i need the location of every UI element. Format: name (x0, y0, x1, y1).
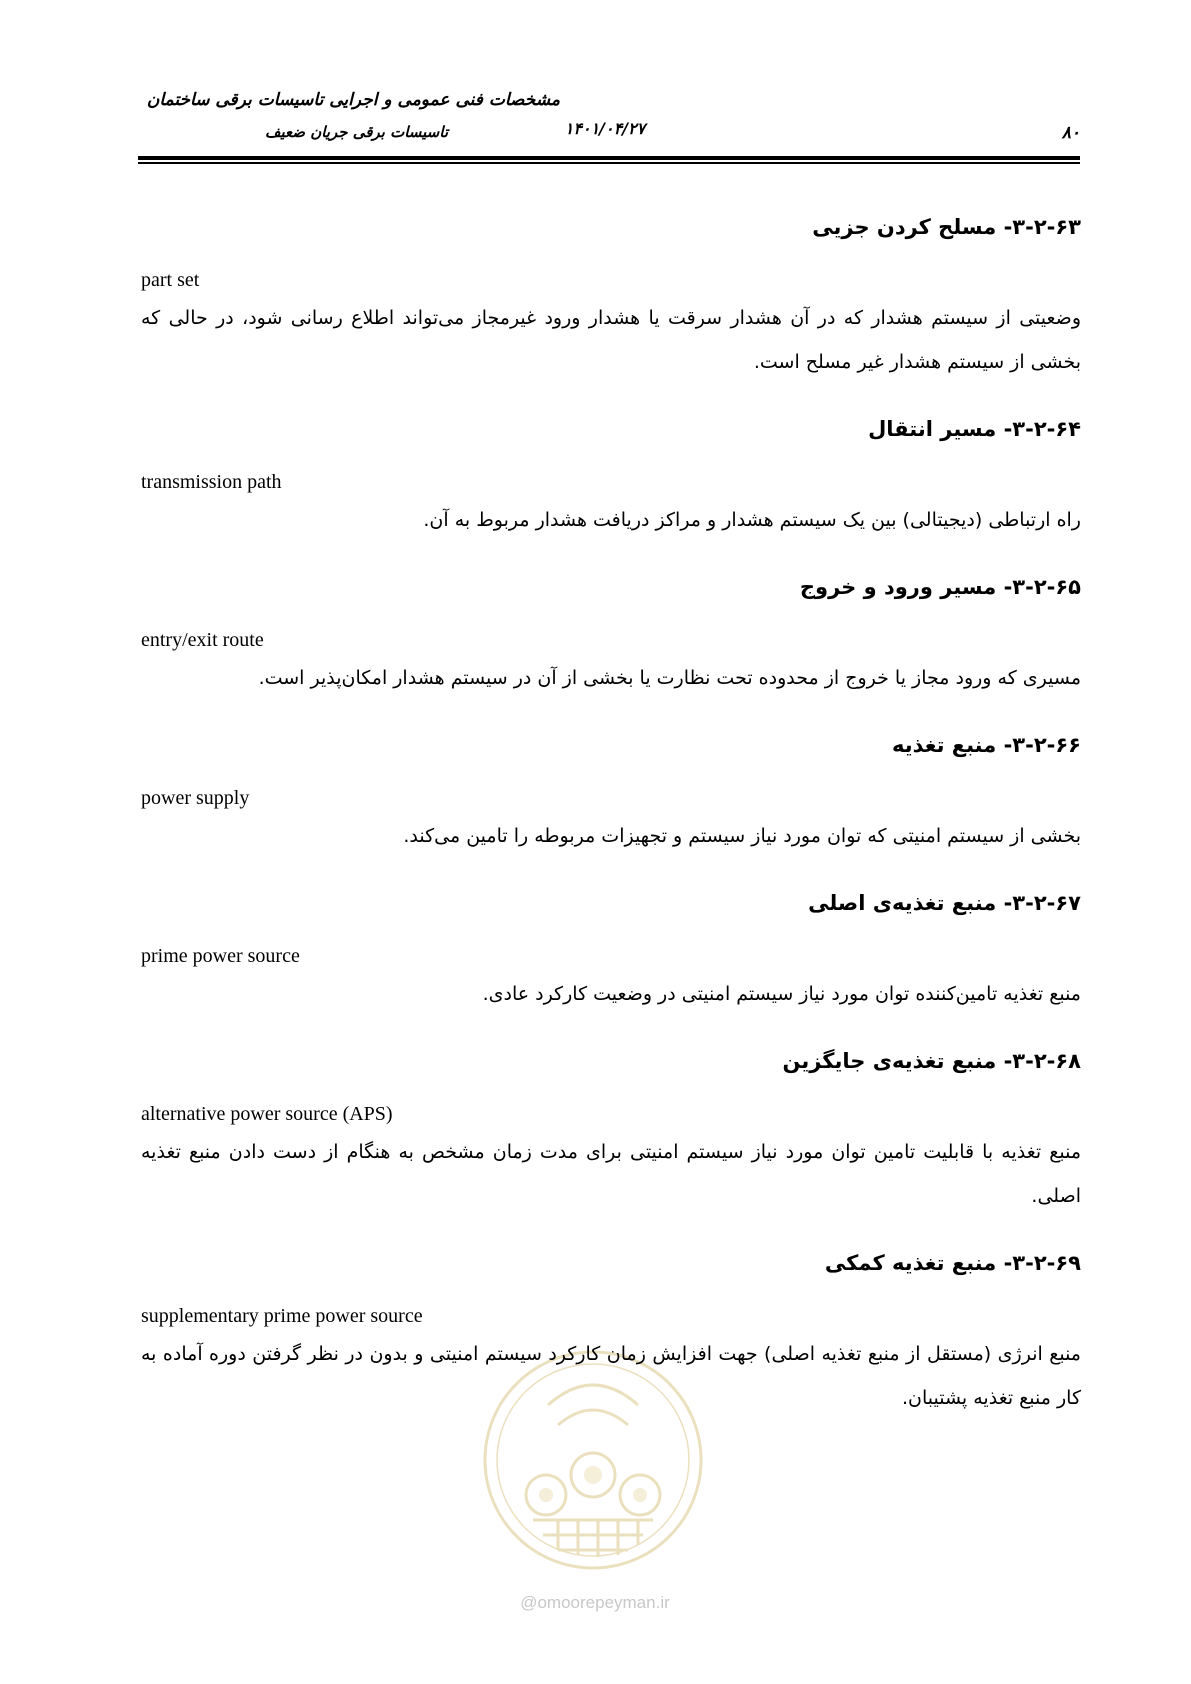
page-number: ۸۰ (1061, 123, 1080, 143)
definition-text: وضعیتی از سیستم هشدار که در آن هشدار سرقت یا هشدار ورود غیرمجاز می‌تواند اطلاع رسانی شود، در حالی که بخشی از سیستم هشدار غیر مسلح است. (141, 307, 1081, 373)
section-heading: ۳-۲-۶۸- منبع تغذیه‌ی جایگزین (782, 1049, 1081, 1073)
definition-text: منبع تغذیه تامین‌کننده توان مورد نیاز سیستم امنیتی در وضعیت کارکرد عادی. (482, 983, 1081, 1005)
definition-text: منبع تغذیه با قابلیت تامین توان مورد نیاز سیستم امنیتی برای مدت زمان مشخص به هنگام از دست دادن منبع تغذیه اصلی. (141, 1141, 1081, 1207)
entry-3-2-69 (141, 1246, 1081, 1420)
section-heading: ۳-۲-۶۵- مسیر ورود و خروج (799, 575, 1081, 599)
english-term: entry/exit route (141, 629, 264, 651)
english-term: power supply (141, 787, 250, 809)
content (141, 210, 1081, 1448)
entry-3-2-68 (141, 1044, 1081, 1218)
definition-text: راه ارتباطی (دیجیتالی) بین یک سیستم هشدار و مراکز دریافت هشدار مربوط به آن. (423, 509, 1081, 531)
header-rule-thick (138, 156, 1080, 160)
section-heading: ۳-۲-۶۶- منبع تغذیه (891, 733, 1081, 757)
header-rule-thin (138, 162, 1080, 164)
header-title: مشخصات فنی عمومی و اجرایی تاسیسات برقی ساختمان (146, 90, 560, 110)
entry-3-2-64 (141, 412, 1081, 542)
header-subtitle: تاسیسات برقی جریان ضعیف (264, 123, 448, 141)
section-heading: ۳-۲-۶۴- مسیر انتقال (868, 417, 1081, 441)
entry-3-2-63 (141, 210, 1081, 384)
entry-3-2-65 (141, 570, 1081, 700)
english-term: transmission path (141, 471, 282, 493)
entry-3-2-66 (141, 728, 1081, 858)
english-term: part set (141, 269, 200, 291)
english-term: prime power source (141, 945, 300, 967)
english-term: supplementary prime power source (141, 1305, 423, 1327)
definition-text: مسیری که ورود مجاز یا خروج از محدوده تحت نظارت یا بخشی از آن در سیستم هشدار امکان‌پذیر است. (258, 667, 1081, 689)
watermark-text: @omoorepeyman.ir (520, 1593, 670, 1612)
section-heading: ۳-۲-۶۹- منبع تغذیه کمکی (824, 1251, 1081, 1275)
section-heading: ۳-۲-۶۳- مسلح کردن جزیی (812, 215, 1081, 239)
section-heading: ۳-۲-۶۷- منبع تغذیه‌ی اصلی (808, 891, 1081, 915)
entry-3-2-67 (141, 886, 1081, 1016)
definition-text: بخشی از سیستم امنیتی که توان مورد نیاز سیستم و تجهیزات مربوطه را تامین می‌کند. (403, 825, 1081, 847)
english-term: alternative power source (APS) (141, 1103, 393, 1125)
header-date: ۱۴۰۱/۰۴/۲۷ (564, 119, 646, 138)
definition-text: منبع انرژی (مستقل از منبع تغذیه اصلی) جهت افزایش زمان کارکرد سیستم امنیتی و بدون در نظر گرفتن دوره آماده به کار منبع تغذیه پشتیبان. (141, 1343, 1081, 1409)
